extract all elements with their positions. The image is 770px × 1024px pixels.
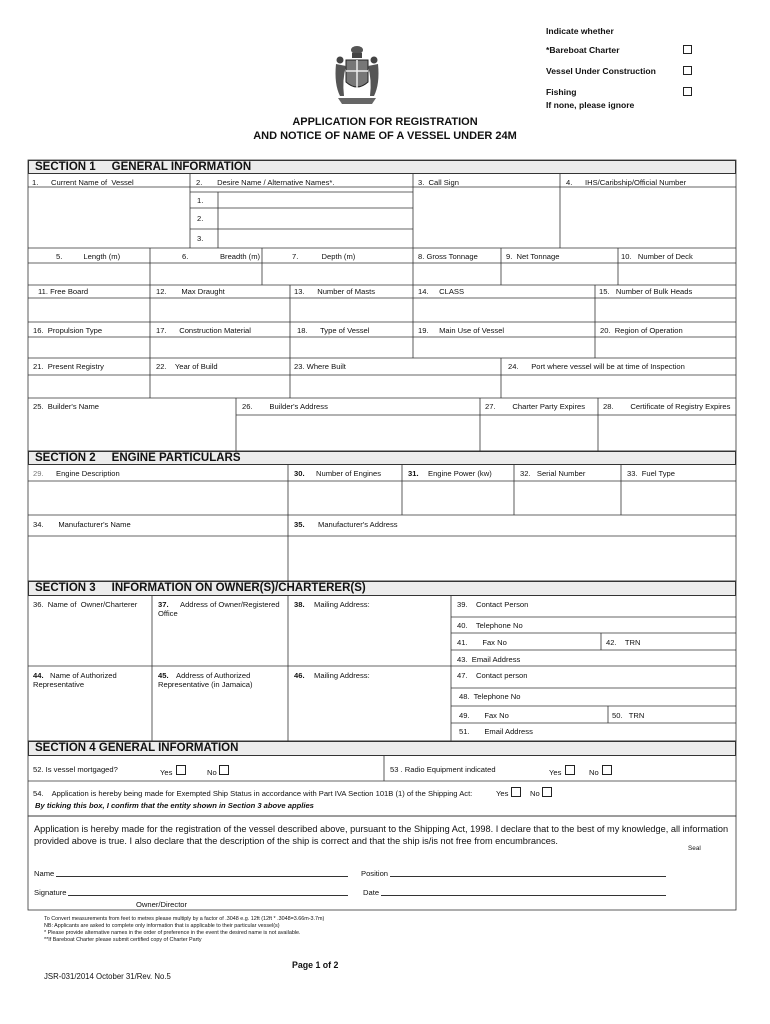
field-26-label: 26. Builder's Address	[242, 402, 328, 411]
field-51-label: 51. Email Address	[459, 727, 533, 736]
field-36-label: 36. Name of Owner/Charterer	[33, 600, 138, 609]
section1-header	[28, 160, 736, 174]
page-number: Page 1 of 2	[292, 960, 339, 970]
section1-title: SECTION 1 GENERAL INFORMATION	[35, 161, 252, 173]
field-3-label: 3. Call Sign	[418, 178, 459, 187]
section4-title: SECTION 4 GENERAL INFORMATION	[35, 742, 239, 754]
exempt-yes-label: Yes	[496, 789, 509, 798]
exempt-no-label: No	[530, 789, 540, 798]
seal-label: Seal	[688, 845, 701, 852]
field-22-label: 22. Year of Build	[156, 362, 218, 371]
alt-name-2-label: 2.	[197, 214, 204, 223]
field-37-number: 37.	[158, 600, 169, 609]
field-18-label: 18. Type of Vessel	[297, 326, 370, 335]
field-17-label: 17. Construction Material	[156, 326, 251, 335]
name-line[interactable]	[56, 876, 348, 877]
field-41-label: 41. Fax No	[457, 638, 507, 647]
none-note: If none, please ignore	[546, 100, 635, 110]
field-23-label: 23. Where Built	[294, 362, 346, 371]
exempt-no-checkbox[interactable]	[542, 787, 552, 797]
option-bareboat-charter: *Bareboat Charter	[546, 45, 620, 55]
position-label: Position	[361, 869, 389, 878]
section2-header	[28, 451, 736, 465]
indicate-whether-heading: Indicate whether	[546, 26, 614, 36]
section4-header	[28, 741, 736, 756]
mortgaged-yes-checkbox[interactable]	[176, 765, 186, 775]
form-title-line1: APPLICATION FOR REGISTRATION	[292, 116, 478, 128]
date-label: Date	[363, 888, 380, 897]
option-vessel-under-construction: Vessel Under Construction	[546, 66, 656, 76]
field-52-label: 52. Is vessel mortgaged?	[33, 765, 118, 774]
radio-yes-checkbox[interactable]	[565, 765, 575, 775]
declaration-text: Application is hereby made for the registration of the vessel described above, pursuant to the Shipping Act, 1998. I declare that to the best of my knowledge, all information provided above is true. I also declare that the description of the ship is correct and that the ship is/is not free from encumbrances.	[34, 824, 729, 846]
field-53-label: 53 . Radio Equipment indicated	[390, 765, 496, 774]
exempt-yes-checkbox[interactable]	[511, 787, 521, 797]
field-7-label: 7. Depth (m)	[292, 252, 356, 261]
field-35-label: Manufacturer's Address	[318, 520, 398, 529]
alt-name-3-label: 3.	[197, 234, 204, 243]
field-27-label: 27. Charter Party Expires	[485, 402, 586, 411]
field-33-label: 33. Fuel Type	[627, 469, 675, 478]
field-24-label: 24. Port where vessel will be at time of Inspection	[508, 362, 685, 371]
position-line[interactable]	[390, 876, 666, 877]
field-45-number: 45.	[158, 671, 169, 680]
radio-no-label: No	[589, 768, 599, 777]
owner-director-label: Owner/Director	[136, 900, 188, 909]
field-38-number: 38.	[294, 600, 305, 609]
field-9-label: 9. Net Tonnage	[506, 252, 560, 261]
field-5-label: 5. Length (m)	[56, 252, 121, 261]
mortgaged-no-label: No	[207, 768, 217, 777]
field-16-label: 16. Propulsion Type	[33, 326, 103, 335]
signature-label: Signature	[34, 888, 67, 897]
alt-name-1-label: 1.	[197, 196, 204, 205]
field-38-label: Mailing Address:	[314, 600, 370, 609]
field-34-label: 34. Manufacturer's Name	[33, 520, 131, 529]
field-21-label: 21. Present Registry	[33, 362, 104, 371]
field-43-label: 43. Email Address	[457, 655, 521, 664]
field-46-label: Mailing Address:	[314, 671, 370, 680]
field-47-label: 47. Contact person	[457, 671, 528, 680]
field-13-label: 13. Number of Masts	[294, 287, 376, 296]
field-4-label: 4. IHS/Caribship/Official Number	[566, 178, 687, 187]
name-label: Name	[34, 869, 55, 878]
field-30-number: 30.	[294, 469, 305, 478]
note-alternative-names: * Please provide alternative names in the order of preference in the event the desired name is not available.	[44, 930, 301, 936]
field-30-label: Number of Engines	[316, 469, 382, 478]
field-32-label: 32. Serial Number	[520, 469, 586, 478]
field-11-label: 11. Free Board	[38, 287, 89, 296]
field-28-label: 28. Certificate of Registry Expires	[603, 402, 731, 411]
field-14-label: 14. CLASS	[418, 287, 465, 296]
note-applicable: NB: Applicants are asked to complete only information that is applicable to their particular vessel(s)	[44, 923, 280, 929]
form-title-line2: AND NOTICE OF NAME OF A VESSEL UNDER 24M	[253, 130, 517, 142]
field-39-label: 39. Contact Person	[457, 600, 529, 609]
field-45-label: Address of Authorized Representative (in Jamaica)	[158, 671, 253, 689]
field-1-label: 1. Current Name of Vessel	[32, 178, 134, 187]
field-49-label: 49. Fax No	[459, 711, 509, 720]
field-10-label: 10. Number of Deck	[621, 252, 693, 261]
field-15-label: 15. Number of Bulk Heads	[599, 287, 693, 296]
field-31-label: Engine Power (kw)	[428, 469, 492, 478]
field-8-label: 8. Gross Tonnage	[418, 252, 478, 261]
date-line[interactable]	[381, 895, 666, 896]
field-31-number: 31.	[408, 469, 419, 478]
field-25-label: 25. Builder's Name	[33, 402, 100, 411]
field-35-number: 35.	[294, 520, 305, 529]
option-fishing: Fishing	[546, 87, 577, 97]
field-50-label: 50. TRN	[612, 711, 645, 720]
field-54-label: 54. Application is hereby being made for Exempted Ship Status in accordance with Part IVA Section 101B (1) of the Shipping Act:	[33, 789, 473, 798]
field-48-label: 48. Telephone No	[459, 692, 521, 701]
field-12-label: 12. Max Draught	[156, 287, 225, 296]
field-20-label: 20. Region of Operation	[600, 326, 683, 335]
radio-no-checkbox[interactable]	[602, 765, 612, 775]
note-bareboat: **If Bareboat Charter please submit certified copy of Charter Party	[44, 937, 202, 943]
confirm-entity-note: By ticking this box, I confirm that the entity shown in Section 3 above applies	[35, 801, 314, 810]
mortgaged-yes-label: Yes	[160, 768, 173, 777]
field-42-label: 42. TRN	[606, 638, 641, 647]
note-conversion: To Convert measurements from feet to metres please multiply by a factor of .3048 e.g. 12ft (12ft * .3048=3.66m-3.7m)	[44, 916, 325, 922]
field-6-label: 6. Breadth (m)	[182, 252, 261, 261]
section3-header	[28, 581, 736, 596]
field-29-number: 29.	[33, 469, 44, 478]
field-37-label: Address of Owner/Registered Office	[158, 600, 280, 618]
signature-line[interactable]	[68, 895, 348, 896]
field-2-label: 2. Desire Name / Alternative Names*.	[196, 178, 335, 187]
field-44-number: 44.	[33, 671, 44, 680]
radio-yes-label: Yes	[549, 768, 562, 777]
field-46-number: 46.	[294, 671, 305, 680]
mortgaged-no-checkbox[interactable]	[219, 765, 229, 775]
section3-title: SECTION 3 INFORMATION ON OWNER(S)/CHARTERER(S)	[35, 582, 366, 594]
field-19-label: 19. Main Use of Vessel	[418, 326, 505, 335]
section2-title: SECTION 2 ENGINE PARTICULARS	[35, 452, 241, 464]
form-id: JSR-031/2014 October 31/Rev. No.5	[44, 972, 171, 981]
field-29-label: Engine Description	[56, 469, 120, 478]
field-40-label: 40. Telephone No	[457, 621, 523, 630]
field-44-label: Name of Authorized Representative	[33, 671, 117, 689]
